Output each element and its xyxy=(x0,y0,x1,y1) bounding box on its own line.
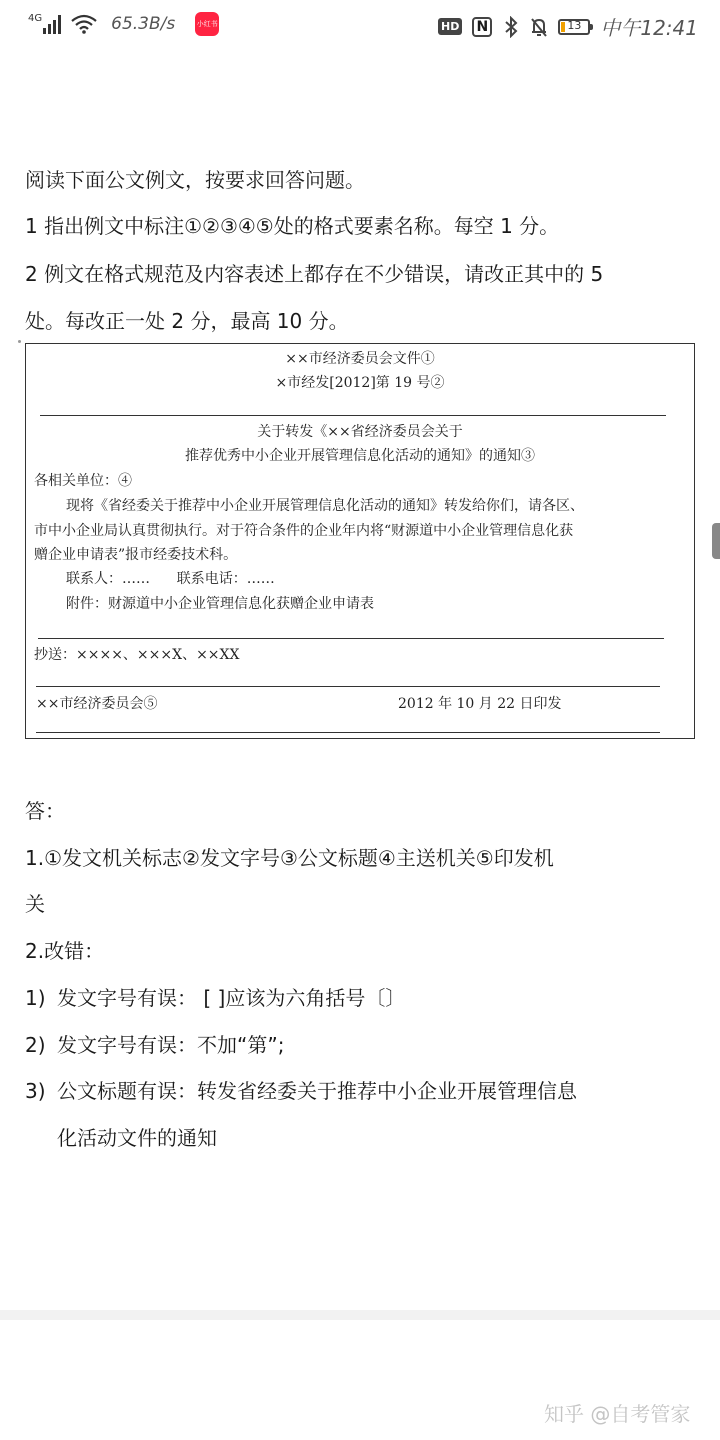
zhihu-watermark: 知乎 @自考管家 xyxy=(544,1402,691,1426)
list-item-1-text: 发文字号有误： [ ]应该为六角括号〔〕 xyxy=(57,986,406,1010)
side-scroll-handle[interactable] xyxy=(712,523,720,559)
answer-heading: 答： xyxy=(25,799,65,823)
section-divider xyxy=(0,1310,720,1320)
intro-line-1: 阅读下面公文例文，按要求回答问题。 xyxy=(25,168,365,192)
intro-line-3: 2 例文在格式规范及内容表述上都存在不少错误，请改正其中的 5 xyxy=(25,262,604,286)
doc-red-line xyxy=(40,415,666,416)
status-bar xyxy=(0,0,720,50)
nfc-icon: N xyxy=(472,17,492,37)
mute-bell-icon xyxy=(530,16,548,38)
doc-number: ×市经发[2012]第 19 号② xyxy=(275,375,445,391)
answer-2-heading: 2.改错： xyxy=(25,939,105,963)
intro-line-2: 1 指出例文中标注①②③④⑤处的格式要素名称。每空 1 分。 xyxy=(25,214,560,238)
list-item-1-number: 1) xyxy=(25,986,46,1010)
bluetooth-icon xyxy=(502,16,520,38)
intro-line-4: 处。每改正一处 2 分，最高 10 分。 xyxy=(25,309,349,333)
official-document-image[interactable] xyxy=(25,343,695,739)
doc-cc-top-line xyxy=(38,638,664,639)
battery-icon xyxy=(558,19,590,35)
signal-icon xyxy=(43,14,61,34)
doc-contact: 联系人：…… 联系电话：…… xyxy=(66,571,275,587)
doc-cc: 抄送：××××、×××X、××XX xyxy=(34,647,240,663)
doc-issuer-mark: ××市经济委员会文件① xyxy=(285,351,435,367)
network-speed: 65.3B/s xyxy=(111,14,176,34)
network-type: 4G xyxy=(28,12,43,24)
list-item-3-number: 3) xyxy=(25,1079,46,1103)
doc-printer-top-line xyxy=(36,686,660,687)
xiaohongshu-app-icon: 小红书 xyxy=(195,12,219,36)
battery-level: 13 xyxy=(567,18,582,32)
image-anchor-dot xyxy=(18,340,21,343)
doc-body-line-3: 赠企业申请表”报市经委技术科。 xyxy=(34,547,238,563)
list-item-3-line-2: 化活动文件的通知 xyxy=(57,1126,217,1150)
list-item-2-text: 发文字号有误：不加“第”; xyxy=(57,1033,285,1057)
doc-title-line-1: 关于转发《××省经济委员会关于 xyxy=(257,424,463,440)
answer-1-line-2: 关 xyxy=(25,892,45,916)
answer-1-line-1: 1.①发文机关标志②发文字号③公文标题④主送机关⑤印发机 xyxy=(25,846,554,870)
hd-icon: HD xyxy=(438,18,462,35)
doc-attachment: 附件：财源道中小企业管理信息化获赠企业申请表 xyxy=(66,596,374,612)
list-item-2-number: 2) xyxy=(25,1033,46,1057)
doc-body-line-1: 现将《省经委关于推荐中小企业开展管理信息化活动的通知》转发给你们，请各区、 xyxy=(66,498,584,514)
doc-title-line-2: 推荐优秀中小企业开展管理信息化活动的通知》的通知③ xyxy=(185,448,535,464)
wifi-icon xyxy=(71,14,97,34)
list-item-3-line-1: 公文标题有误：转发省经委关于推荐中小企业开展管理信息 xyxy=(57,1079,577,1103)
doc-body-line-2: 市中小企业局认真贯彻执行。对于符合条件的企业年内将“财源道中小企业管理信息化获 xyxy=(34,523,574,539)
clock: 中午12:41 xyxy=(600,16,698,40)
doc-bottom-line xyxy=(36,732,660,733)
doc-print-date: 2012 年 10 月 22 日印发 xyxy=(398,696,562,712)
doc-printer: ××市经济委员会⑤ xyxy=(36,696,158,712)
doc-recipient: 各相关单位：④ xyxy=(34,473,132,489)
